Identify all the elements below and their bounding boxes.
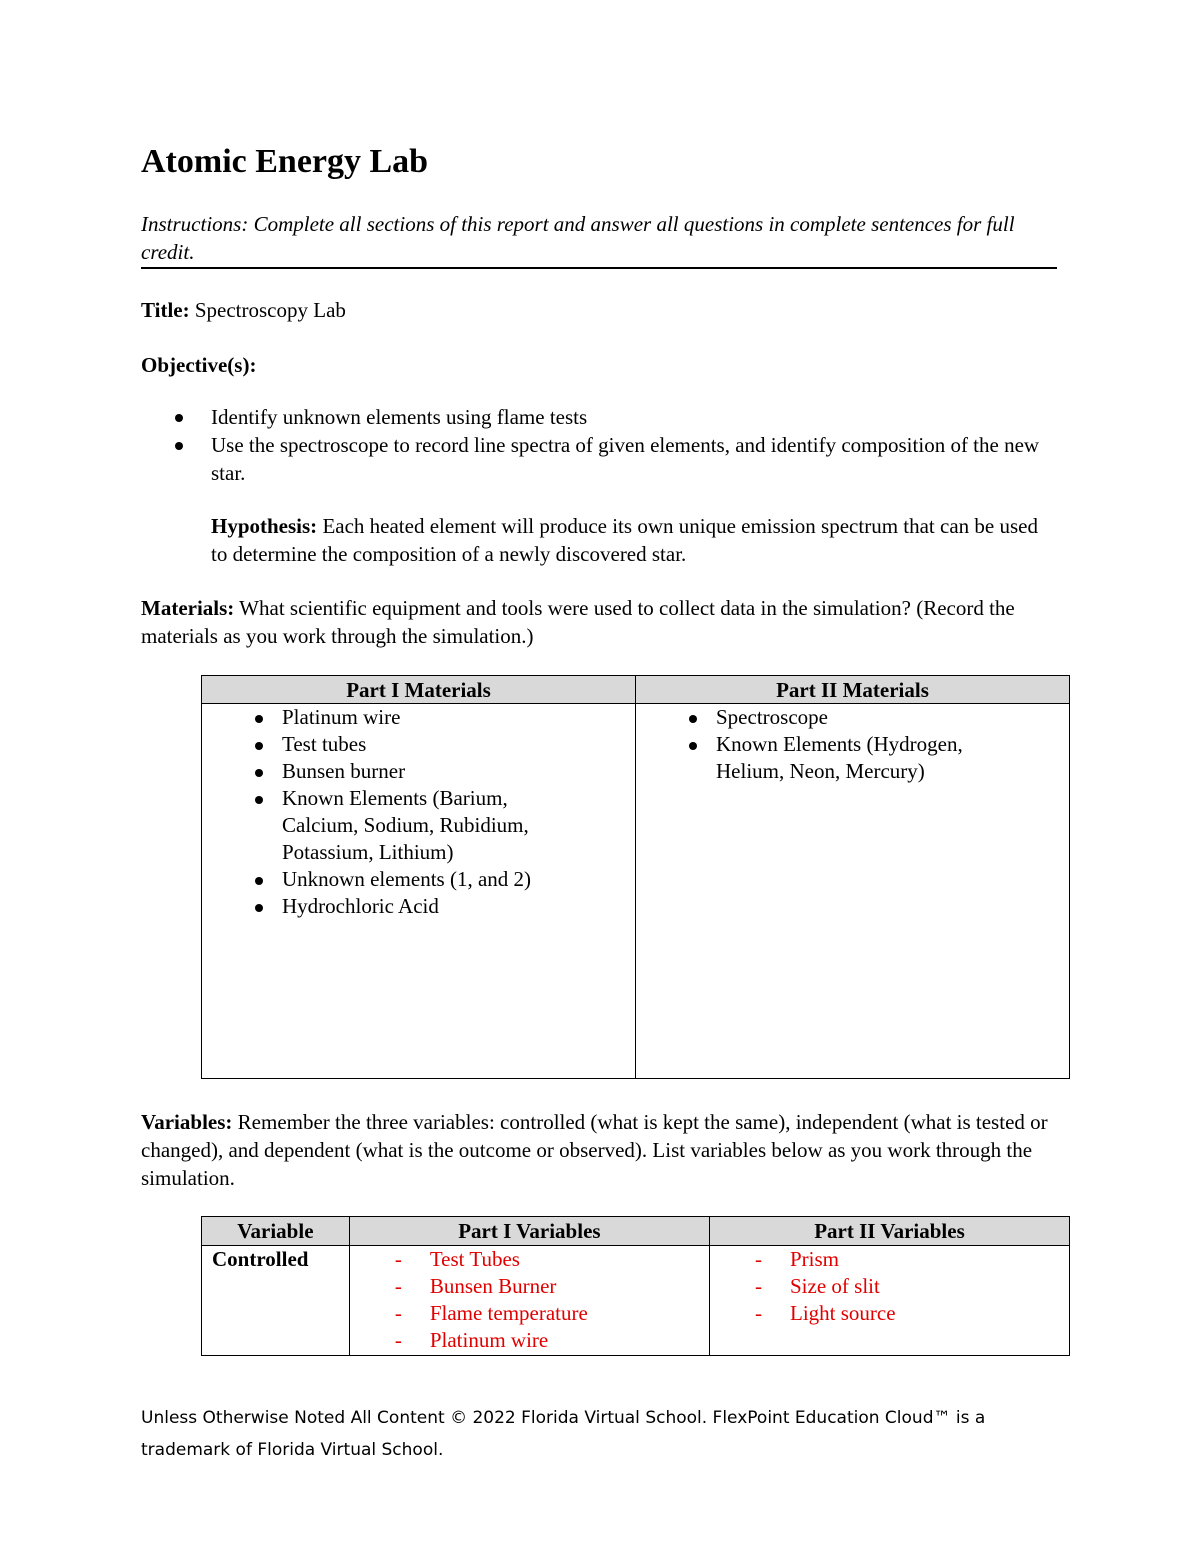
material-item: Bunsen burner [202,758,532,785]
hypothesis-text: Each heated element will produce its own unique emission spectrum that can be used to determine the composition of a newly discovered star. [211,514,1038,566]
materials-text: What scientific equipment and tools were used to collect data in the simulation? (Record the materials as you work through the simulation.) [141,596,1015,648]
variables-header-row [202,1217,1070,1246]
objective-item: Identify unknown elements using flame tests [141,403,1051,431]
variable-item: - Test Tubes [350,1246,709,1273]
variable-item: - Flame temperature [350,1300,709,1327]
instructions: Instructions: Complete all sections of this report and answer all questions in complete sentences for full credit. [141,210,1057,269]
materials-header-part1: Part I Materials [202,676,636,704]
materials-paragraph [141,594,1061,650]
material-item: Test tubes [202,731,532,758]
materials-part2-cell [636,704,1070,1079]
variables-part1-cell [349,1246,709,1356]
footer-copyright: Unless Otherwise Noted All Content © 2022 Florida Virtual School. FlexPoint Education Cloud™ is a trademark of Florida Virtual School. [141,1408,986,1460]
variables-header-variable: Variable [202,1217,350,1246]
variables-text: Remember the three variables: controlled (what is kept the same), independent (what is tested or changed), and dependent (what is the outcome or observed). List variables below as you work through the simulation. [141,1110,1048,1190]
objective-item: Use the spectroscope to record line spectra of given elements, and identify composition of the new star. [141,431,1051,487]
materials-header-row [202,676,1070,704]
material-item: Hydrochloric Acid [202,893,532,920]
variable-item: - Platinum wire [350,1327,709,1354]
material-item: Platinum wire [202,704,532,731]
materials-body-row [202,704,1070,1079]
lab-title-line [141,296,346,324]
variables-table [201,1216,1070,1356]
materials-header-part2: Part II Materials [636,676,1070,704]
variables-part2-cell [710,1246,1070,1356]
variables-header-part2: Part II Variables [710,1217,1070,1246]
objectives-list [141,403,1051,487]
materials-table [201,675,1070,1079]
variable-item: - Light source [710,1300,1069,1327]
variables-label: Variables: [141,1110,233,1134]
variable-item: - Size of slit [710,1273,1069,1300]
hypothesis-label: Hypothesis: [211,514,318,538]
variable-item: - Prism [710,1246,1069,1273]
variables-controlled-row [202,1246,1070,1356]
materials-label: Materials: [141,596,235,620]
variables-header-part1: Part I Variables [349,1217,709,1246]
materials-part1-cell [202,704,636,1079]
material-item: Known Elements (Barium, Calcium, Sodium, Rubidium, Potassium, Lithium) [202,785,532,866]
lab-title-value: Spectroscopy Lab [194,298,346,322]
hypothesis [211,512,1051,568]
material-item: Known Elements (Hydrogen, Helium, Neon, Mercury) [636,731,966,785]
material-item: Spectroscope [636,704,966,731]
material-item: Unknown elements (1, and 2) [202,866,532,893]
objectives-label: Objective(s): [141,353,257,377]
variable-item: - Bunsen Burner [350,1273,709,1300]
variables-row-label: Controlled [202,1246,350,1356]
variables-paragraph [141,1108,1061,1192]
page-title: Atomic Energy Lab [141,143,429,180]
lab-title-label: Title: [141,298,190,322]
